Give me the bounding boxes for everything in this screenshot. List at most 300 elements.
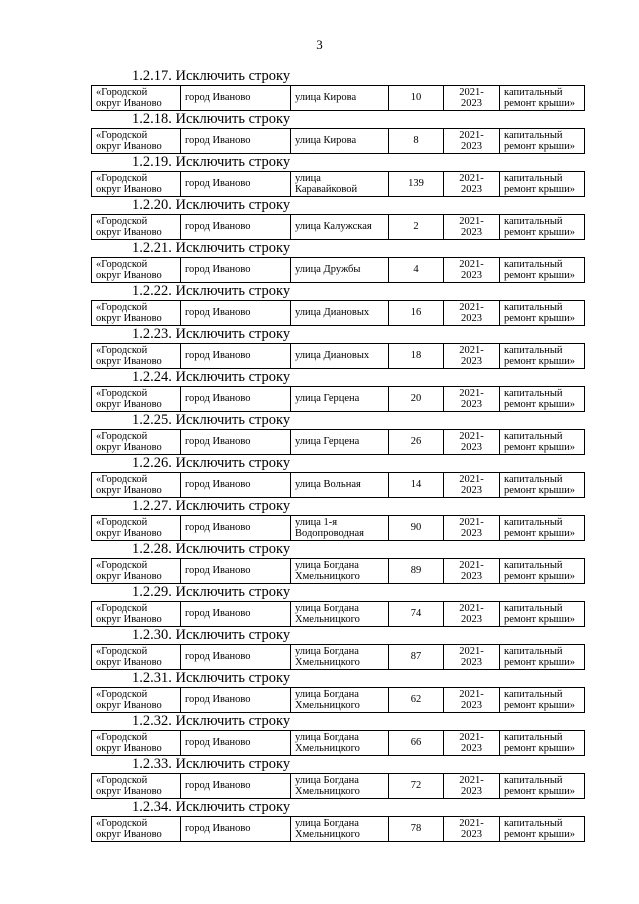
street-line: Хмельницкого bbox=[295, 743, 360, 754]
owner-line: округ Иваново bbox=[96, 356, 162, 367]
street-line: Хмельницкого bbox=[295, 829, 360, 840]
work-cell bbox=[500, 774, 585, 799]
period-line: 2021- bbox=[459, 129, 484, 141]
street-cell bbox=[291, 688, 389, 713]
work-line: ремонт крыши» bbox=[504, 528, 575, 539]
table-row bbox=[92, 172, 585, 197]
object-table bbox=[91, 300, 585, 326]
street-cell bbox=[291, 731, 389, 756]
street-cell bbox=[291, 344, 389, 369]
owner-line: округ Иваново bbox=[96, 98, 162, 109]
period-cell bbox=[444, 86, 500, 111]
street-line: улица Богдана bbox=[295, 774, 359, 786]
work-line: капитальный bbox=[504, 817, 563, 829]
street-line: улица Кирова bbox=[295, 92, 357, 104]
street-cell bbox=[291, 215, 389, 240]
city-cell: город Иваново bbox=[181, 86, 291, 111]
house-cell: 8 bbox=[389, 129, 444, 154]
street-line: улица Вольная bbox=[295, 479, 361, 491]
amendment-heading: 1.2.21. Исключить строку bbox=[132, 240, 291, 256]
period-line: 2021- bbox=[459, 516, 484, 528]
street-line: улица Богдана bbox=[295, 688, 359, 700]
period-cell bbox=[444, 387, 500, 412]
period-cell bbox=[444, 516, 500, 541]
work-cell bbox=[500, 473, 585, 498]
city-cell: город Иваново bbox=[181, 731, 291, 756]
table-row bbox=[92, 516, 585, 541]
object-table bbox=[91, 558, 585, 584]
object-table bbox=[91, 773, 585, 799]
table-row bbox=[92, 645, 585, 670]
street-line: улица Богдана bbox=[295, 731, 359, 743]
work-line: капитальный bbox=[504, 774, 563, 786]
work-line: ремонт крыши» bbox=[504, 270, 575, 281]
owner-line: округ Иваново bbox=[96, 786, 162, 797]
owner-line: «Городской bbox=[96, 559, 148, 571]
period-line: 2021- bbox=[459, 301, 484, 313]
city-cell: город Иваново bbox=[181, 516, 291, 541]
work-line: ремонт крыши» bbox=[504, 356, 575, 367]
street-line: улица Диановых bbox=[295, 350, 370, 362]
period-cell bbox=[444, 602, 500, 627]
period-cell bbox=[444, 559, 500, 584]
owner-line: «Городской bbox=[96, 387, 148, 399]
work-line: ремонт крыши» bbox=[504, 786, 575, 797]
work-cell bbox=[500, 602, 585, 627]
period-line: 2023 bbox=[461, 356, 482, 367]
object-table bbox=[91, 257, 585, 283]
amendment-section bbox=[91, 197, 585, 240]
owner-line: округ Иваново bbox=[96, 141, 162, 152]
work-cell bbox=[500, 344, 585, 369]
table-row bbox=[92, 602, 585, 627]
owner-cell bbox=[92, 817, 181, 842]
page-number: 3 bbox=[316, 37, 323, 52]
work-line: капитальный bbox=[504, 387, 563, 399]
street-line: улица Калужская bbox=[295, 221, 372, 233]
street-line: улица Богдана bbox=[295, 817, 359, 829]
period-line: 2021- bbox=[459, 258, 484, 270]
house-cell: 2 bbox=[389, 215, 444, 240]
street-line: улица Богдана bbox=[295, 559, 359, 571]
work-line: ремонт крыши» bbox=[504, 141, 575, 152]
period-cell bbox=[444, 301, 500, 326]
street-line: Хмельницкого bbox=[295, 786, 360, 797]
work-cell bbox=[500, 559, 585, 584]
amendment-section bbox=[91, 326, 585, 369]
owner-cell bbox=[92, 688, 181, 713]
work-line: капитальный bbox=[504, 731, 563, 743]
street-cell bbox=[291, 129, 389, 154]
owner-line: округ Иваново bbox=[96, 743, 162, 754]
work-line: ремонт крыши» bbox=[504, 399, 575, 410]
amendment-heading: 1.2.30. Исключить строку bbox=[132, 627, 291, 643]
owner-line: округ Иваново bbox=[96, 829, 162, 840]
period-line: 2021- bbox=[459, 430, 484, 442]
house-cell: 89 bbox=[389, 559, 444, 584]
house-cell: 20 bbox=[389, 387, 444, 412]
street-line: улица 1-я bbox=[295, 516, 338, 528]
work-line: капитальный bbox=[504, 172, 563, 184]
owner-line: округ Иваново bbox=[96, 528, 162, 539]
period-cell bbox=[444, 817, 500, 842]
street-line: Хмельницкого bbox=[295, 700, 360, 711]
work-cell bbox=[500, 172, 585, 197]
period-line: 2023 bbox=[461, 270, 482, 281]
amendment-heading: 1.2.34. Исключить строку bbox=[132, 799, 291, 815]
period-line: 2021- bbox=[459, 86, 484, 98]
city-cell: город Иваново bbox=[181, 129, 291, 154]
city-cell: город Иваново bbox=[181, 645, 291, 670]
object-table bbox=[91, 386, 585, 412]
object-table bbox=[91, 85, 585, 111]
owner-line: «Городской bbox=[96, 602, 148, 614]
amendment-heading: 1.2.24. Исключить строку bbox=[132, 369, 291, 385]
period-line: 2021- bbox=[459, 215, 484, 227]
house-cell: 4 bbox=[389, 258, 444, 283]
amendment-section bbox=[91, 111, 585, 154]
city-cell: город Иваново bbox=[181, 387, 291, 412]
work-cell bbox=[500, 645, 585, 670]
city-cell: город Иваново bbox=[181, 559, 291, 584]
street-cell bbox=[291, 301, 389, 326]
city-cell: город Иваново bbox=[181, 258, 291, 283]
work-line: ремонт крыши» bbox=[504, 743, 575, 754]
amendment-section bbox=[91, 240, 585, 283]
period-line: 2023 bbox=[461, 184, 482, 195]
work-line: ремонт крыши» bbox=[504, 227, 575, 238]
period-line: 2021- bbox=[459, 387, 484, 399]
owner-line: «Городской bbox=[96, 301, 148, 313]
owner-line: «Городской bbox=[96, 817, 148, 829]
owner-cell bbox=[92, 215, 181, 240]
street-cell bbox=[291, 774, 389, 799]
work-cell bbox=[500, 731, 585, 756]
amendment-section bbox=[91, 541, 585, 584]
owner-line: «Городской bbox=[96, 731, 148, 743]
amendment-heading: 1.2.25. Исключить строку bbox=[132, 412, 291, 428]
city-cell: город Иваново bbox=[181, 688, 291, 713]
street-cell bbox=[291, 258, 389, 283]
period-line: 2021- bbox=[459, 344, 484, 356]
street-line: улица Богдана bbox=[295, 645, 359, 657]
owner-cell bbox=[92, 258, 181, 283]
owner-cell bbox=[92, 774, 181, 799]
work-cell bbox=[500, 387, 585, 412]
owner-line: «Городской bbox=[96, 129, 148, 141]
period-line: 2023 bbox=[461, 657, 482, 668]
street-cell bbox=[291, 516, 389, 541]
house-cell: 66 bbox=[389, 731, 444, 756]
owner-cell bbox=[92, 129, 181, 154]
owner-cell bbox=[92, 602, 181, 627]
house-cell: 139 bbox=[389, 172, 444, 197]
table-row bbox=[92, 817, 585, 842]
work-line: ремонт крыши» bbox=[504, 700, 575, 711]
owner-line: «Городской bbox=[96, 645, 148, 657]
street-line: улица bbox=[295, 172, 321, 184]
table-row bbox=[92, 301, 585, 326]
work-cell bbox=[500, 301, 585, 326]
amendment-section bbox=[91, 154, 585, 197]
amendment-heading: 1.2.19. Исключить строку bbox=[132, 154, 291, 170]
period-line: 2021- bbox=[459, 731, 484, 743]
object-table bbox=[91, 515, 585, 541]
house-cell: 26 bbox=[389, 430, 444, 455]
owner-cell bbox=[92, 516, 181, 541]
street-cell bbox=[291, 387, 389, 412]
work-line: капитальный bbox=[504, 215, 563, 227]
work-line: капитальный bbox=[504, 430, 563, 442]
city-cell: город Иваново bbox=[181, 817, 291, 842]
owner-line: округ Иваново bbox=[96, 227, 162, 238]
owner-line: округ Иваново bbox=[96, 485, 162, 496]
owner-line: округ Иваново bbox=[96, 313, 162, 324]
work-line: ремонт крыши» bbox=[504, 184, 575, 195]
period-line: 2023 bbox=[461, 442, 482, 453]
street-line: улица Дружбы bbox=[295, 264, 361, 276]
object-table bbox=[91, 687, 585, 713]
street-line: Хмельницкого bbox=[295, 614, 360, 625]
work-line: капитальный bbox=[504, 645, 563, 657]
period-cell bbox=[444, 473, 500, 498]
amendment-heading: 1.2.17. Исключить строку bbox=[132, 68, 291, 84]
table-row bbox=[92, 774, 585, 799]
period-line: 2021- bbox=[459, 172, 484, 184]
street-line: Каравайковой bbox=[295, 184, 358, 195]
table-row bbox=[92, 215, 585, 240]
period-line: 2021- bbox=[459, 473, 484, 485]
period-line: 2023 bbox=[461, 141, 482, 152]
table-row bbox=[92, 129, 585, 154]
street-cell bbox=[291, 86, 389, 111]
amendment-section bbox=[91, 498, 585, 541]
period-line: 2023 bbox=[461, 571, 482, 582]
house-cell: 14 bbox=[389, 473, 444, 498]
period-line: 2021- bbox=[459, 774, 484, 786]
work-cell bbox=[500, 430, 585, 455]
period-cell bbox=[444, 774, 500, 799]
house-cell: 78 bbox=[389, 817, 444, 842]
table-row bbox=[92, 430, 585, 455]
street-line: Хмельницкого bbox=[295, 657, 360, 668]
street-line: улица Кирова bbox=[295, 135, 357, 147]
work-line: капитальный bbox=[504, 129, 563, 141]
period-cell bbox=[444, 258, 500, 283]
owner-line: округ Иваново bbox=[96, 700, 162, 711]
owner-cell bbox=[92, 172, 181, 197]
amendment-section bbox=[91, 584, 585, 627]
period-line: 2021- bbox=[459, 645, 484, 657]
period-cell bbox=[444, 731, 500, 756]
amendment-section bbox=[91, 369, 585, 412]
owner-line: округ Иваново bbox=[96, 571, 162, 582]
period-line: 2021- bbox=[459, 817, 484, 829]
period-cell bbox=[444, 129, 500, 154]
period-line: 2021- bbox=[459, 688, 484, 700]
house-cell: 72 bbox=[389, 774, 444, 799]
work-line: капитальный bbox=[504, 86, 563, 98]
street-cell bbox=[291, 430, 389, 455]
period-line: 2023 bbox=[461, 227, 482, 238]
house-cell: 74 bbox=[389, 602, 444, 627]
period-cell bbox=[444, 688, 500, 713]
owner-line: округ Иваново bbox=[96, 614, 162, 625]
period-line: 2023 bbox=[461, 399, 482, 410]
city-cell: город Иваново bbox=[181, 430, 291, 455]
period-cell bbox=[444, 215, 500, 240]
amendment-heading: 1.2.31. Исключить строку bbox=[132, 670, 291, 686]
work-line: капитальный bbox=[504, 559, 563, 571]
street-cell bbox=[291, 559, 389, 584]
amendment-heading: 1.2.22. Исключить строку bbox=[132, 283, 291, 299]
street-line: Водопроводная bbox=[295, 528, 364, 539]
object-table bbox=[91, 128, 585, 154]
street-cell bbox=[291, 602, 389, 627]
object-table bbox=[91, 214, 585, 240]
house-cell: 87 bbox=[389, 645, 444, 670]
work-line: капитальный bbox=[504, 301, 563, 313]
owner-line: «Городской bbox=[96, 86, 148, 98]
period-line: 2023 bbox=[461, 786, 482, 797]
object-table bbox=[91, 429, 585, 455]
street-cell bbox=[291, 473, 389, 498]
owner-line: округ Иваново bbox=[96, 442, 162, 453]
amendment-heading: 1.2.28. Исключить строку bbox=[132, 541, 291, 557]
city-cell: город Иваново bbox=[181, 301, 291, 326]
work-cell bbox=[500, 86, 585, 111]
period-cell bbox=[444, 344, 500, 369]
work-line: капитальный bbox=[504, 473, 563, 485]
street-line: улица Диановых bbox=[295, 307, 370, 319]
work-line: капитальный bbox=[504, 516, 563, 528]
table-row bbox=[92, 344, 585, 369]
owner-cell bbox=[92, 731, 181, 756]
house-cell: 16 bbox=[389, 301, 444, 326]
work-cell bbox=[500, 688, 585, 713]
owner-line: «Городской bbox=[96, 344, 148, 356]
object-table bbox=[91, 730, 585, 756]
work-line: ремонт крыши» bbox=[504, 98, 575, 109]
amendment-section bbox=[91, 670, 585, 713]
amendment-list bbox=[91, 68, 585, 842]
amendment-section bbox=[91, 68, 585, 111]
object-table bbox=[91, 472, 585, 498]
amendment-section bbox=[91, 799, 585, 842]
object-table bbox=[91, 343, 585, 369]
work-cell bbox=[500, 258, 585, 283]
owner-line: «Городской bbox=[96, 516, 148, 528]
work-line: капитальный bbox=[504, 688, 563, 700]
period-line: 2023 bbox=[461, 98, 482, 109]
work-line: ремонт крыши» bbox=[504, 313, 575, 324]
period-line: 2023 bbox=[461, 313, 482, 324]
object-table bbox=[91, 816, 585, 842]
owner-line: «Городской bbox=[96, 688, 148, 700]
owner-line: «Городской bbox=[96, 473, 148, 485]
owner-line: округ Иваново bbox=[96, 184, 162, 195]
city-cell: город Иваново bbox=[181, 602, 291, 627]
table-row bbox=[92, 559, 585, 584]
amendment-section bbox=[91, 412, 585, 455]
city-cell: город Иваново bbox=[181, 774, 291, 799]
owner-cell bbox=[92, 430, 181, 455]
table-row bbox=[92, 473, 585, 498]
object-table bbox=[91, 644, 585, 670]
work-cell bbox=[500, 817, 585, 842]
period-line: 2023 bbox=[461, 614, 482, 625]
owner-line: «Городской bbox=[96, 258, 148, 270]
period-line: 2023 bbox=[461, 743, 482, 754]
street-line: улица Богдана bbox=[295, 602, 359, 614]
table-row bbox=[92, 387, 585, 412]
city-cell: город Иваново bbox=[181, 172, 291, 197]
street-line: улица Герцена bbox=[295, 393, 360, 405]
house-cell: 18 bbox=[389, 344, 444, 369]
street-cell bbox=[291, 817, 389, 842]
amendment-heading: 1.2.32. Исключить строку bbox=[132, 713, 291, 729]
amendment-section bbox=[91, 713, 585, 756]
owner-line: «Городской bbox=[96, 215, 148, 227]
owner-line: округ Иваново bbox=[96, 270, 162, 281]
owner-cell bbox=[92, 86, 181, 111]
house-cell: 10 bbox=[389, 86, 444, 111]
table-row bbox=[92, 86, 585, 111]
city-cell: город Иваново bbox=[181, 344, 291, 369]
work-line: ремонт крыши» bbox=[504, 485, 575, 496]
object-table bbox=[91, 601, 585, 627]
house-cell: 90 bbox=[389, 516, 444, 541]
owner-line: «Городской bbox=[96, 774, 148, 786]
work-line: капитальный bbox=[504, 258, 563, 270]
table-row bbox=[92, 731, 585, 756]
work-cell bbox=[500, 129, 585, 154]
amendment-heading: 1.2.18. Исключить строку bbox=[132, 111, 291, 127]
work-line: ремонт крыши» bbox=[504, 571, 575, 582]
city-cell: город Иваново bbox=[181, 215, 291, 240]
amendment-heading: 1.2.29. Исключить строку bbox=[132, 584, 291, 600]
amendment-section bbox=[91, 283, 585, 326]
work-line: ремонт крыши» bbox=[504, 614, 575, 625]
period-cell bbox=[444, 430, 500, 455]
owner-line: «Городской bbox=[96, 172, 148, 184]
amendment-heading: 1.2.23. Исключить строку bbox=[132, 326, 291, 342]
work-line: ремонт крыши» bbox=[504, 829, 575, 840]
period-line: 2021- bbox=[459, 602, 484, 614]
object-table bbox=[91, 171, 585, 197]
amendment-section bbox=[91, 455, 585, 498]
period-line: 2023 bbox=[461, 829, 482, 840]
owner-cell bbox=[92, 387, 181, 412]
period-cell bbox=[444, 645, 500, 670]
street-line: Хмельницкого bbox=[295, 571, 360, 582]
period-line: 2021- bbox=[459, 559, 484, 571]
city-cell: город Иваново bbox=[181, 473, 291, 498]
period-cell bbox=[444, 172, 500, 197]
table-row bbox=[92, 688, 585, 713]
street-cell bbox=[291, 645, 389, 670]
work-line: капитальный bbox=[504, 602, 563, 614]
period-line: 2023 bbox=[461, 700, 482, 711]
work-line: ремонт крыши» bbox=[504, 442, 575, 453]
owner-cell bbox=[92, 344, 181, 369]
owner-cell bbox=[92, 301, 181, 326]
period-line: 2023 bbox=[461, 528, 482, 539]
owner-line: «Городской bbox=[96, 430, 148, 442]
house-cell: 62 bbox=[389, 688, 444, 713]
work-cell bbox=[500, 215, 585, 240]
street-line: улица Герцена bbox=[295, 436, 360, 448]
